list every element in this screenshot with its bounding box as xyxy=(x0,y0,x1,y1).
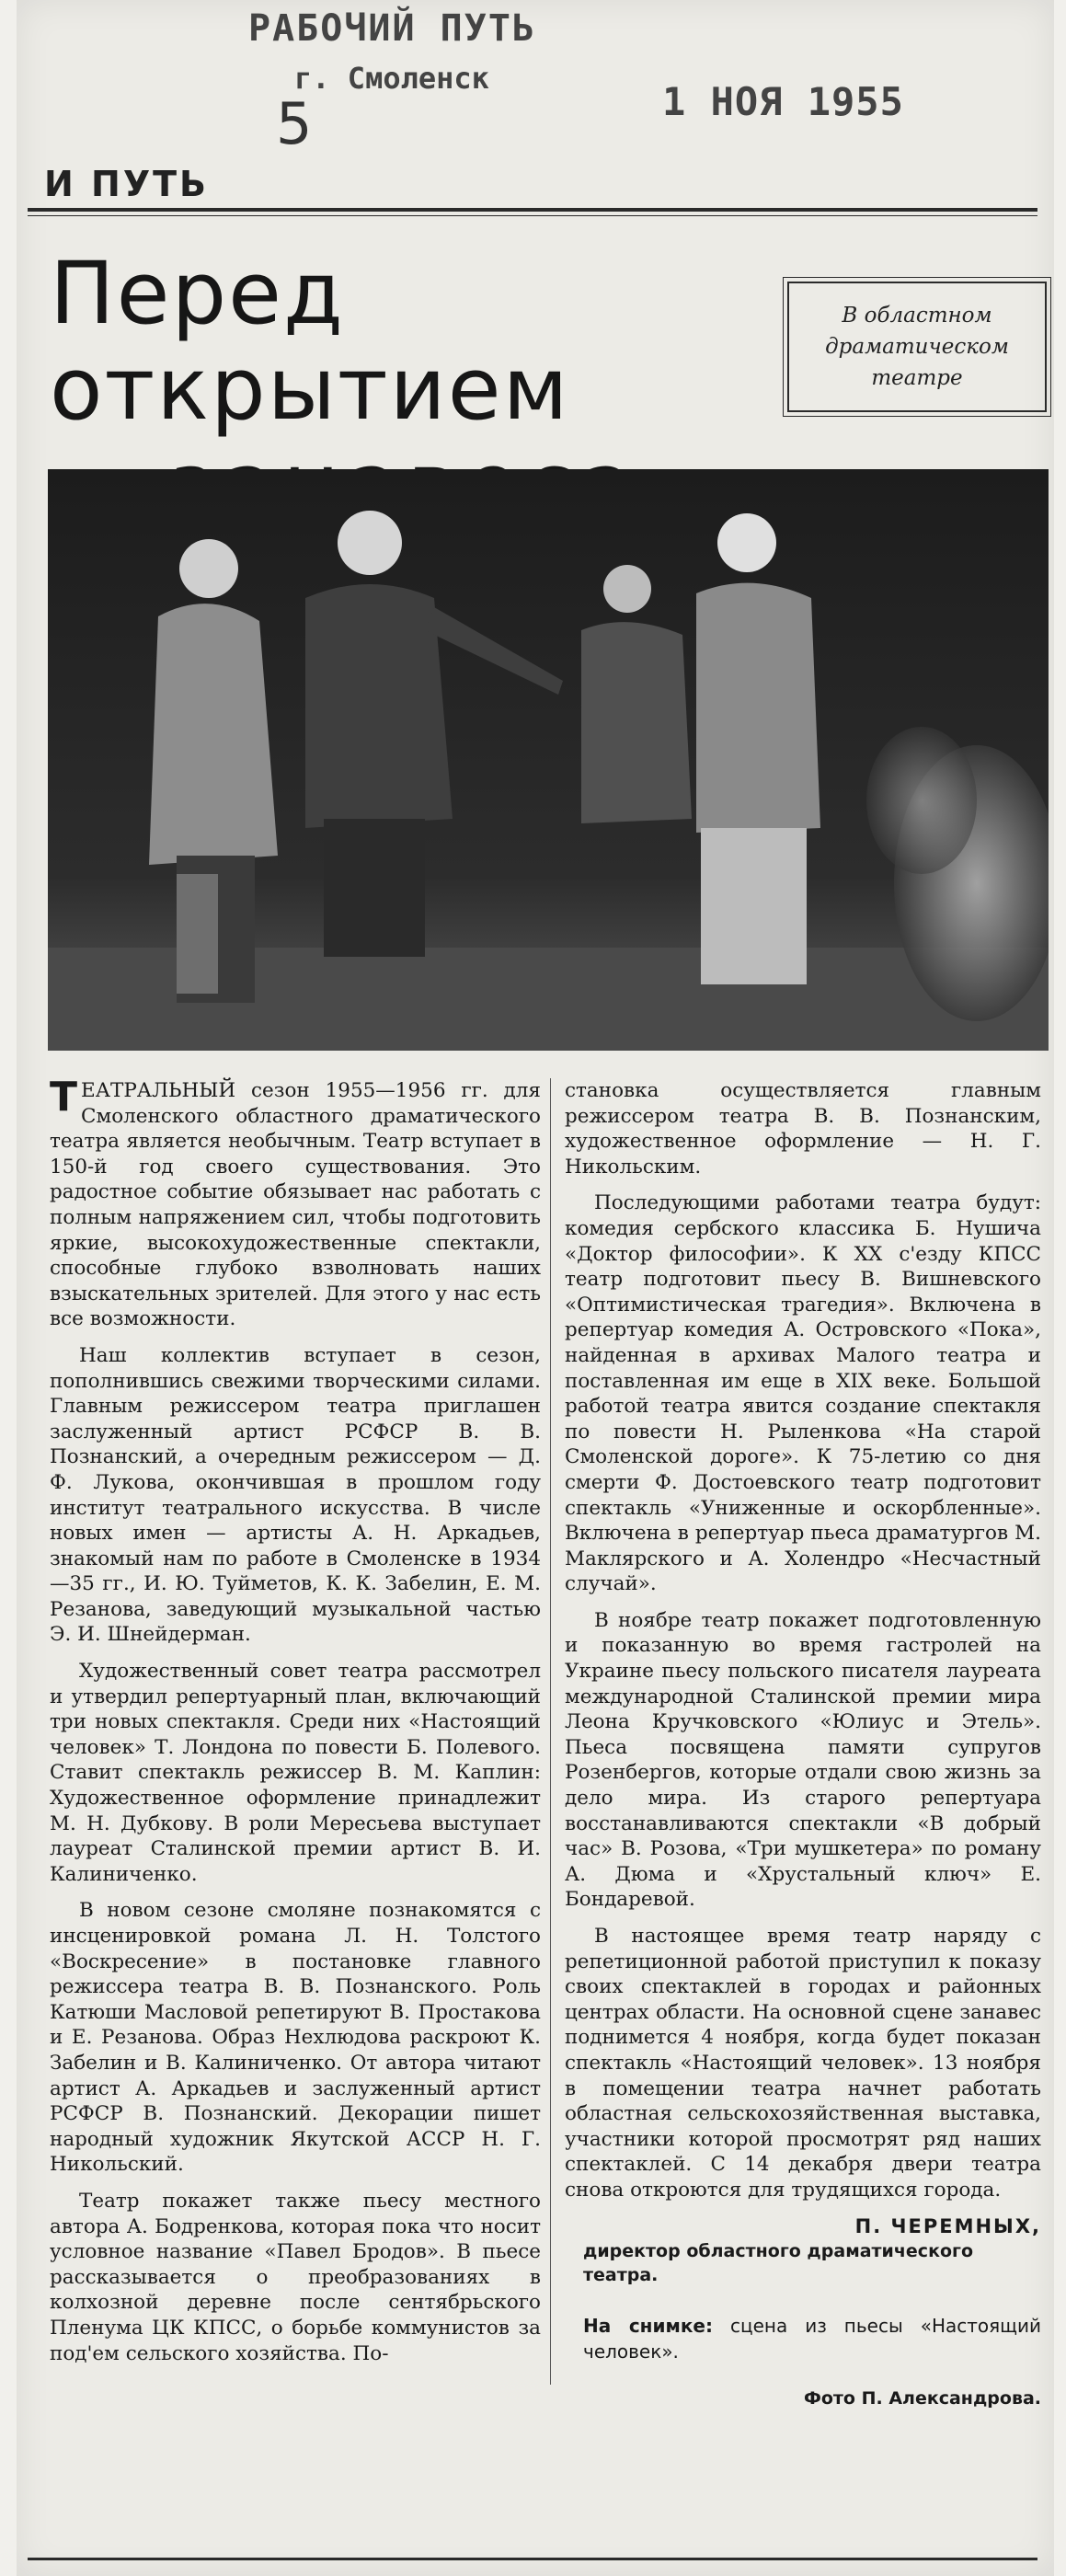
masthead-rule-thin xyxy=(28,215,1037,216)
photo-credit: Фото П. Александрова. xyxy=(804,2388,1041,2409)
caption-label: На снимке: xyxy=(583,2315,713,2338)
article-paragraph: В новом сезоне смоляне познакомятся с инсценировкой романа Л. Н. Толстого «Воскресение» в постановке главного режиссера театра В. В. Познанского. Роль Катюши Масловой репетируют В. Простакова и Е. Резанова. Образ Нехлюдова раскроют К. Забелин и В. Калиниченко. От автора читают артист А. Аркадьев и заслуженный артист РСФСР В. Познанский. Декорации пишет народный художник Якутской АССР Н. Г. Никольский. xyxy=(50,1899,541,2177)
subhead-box xyxy=(787,282,1047,412)
signature-name: П. ЧЕРЕМНЫХ, xyxy=(854,2214,1041,2237)
column-divider xyxy=(550,1078,551,2385)
photo-image xyxy=(48,469,1049,1051)
caption-text: сцена из пьесы «Настоящий человек». xyxy=(583,2315,1042,2363)
article-paragraph: Театр покажет также пьесу местного автора А. Бодренкова, которая пока что носит условное название «Павел Бродов». В пьесе рассказывается о преобразованиях в колхозной деревне после сентябрьского Пленума ЦК КПСС, о борьбе коммунистов за под'ем сельского хозяйства. По- xyxy=(50,2189,541,2365)
article-paragraph: В ноябре театр покажет подготовленную и показанную во время гастролей на Украине пьесу польского писателя лауреата международной Сталинской премии мира Леона Кручковского «Юлиус и Этель». Пьеса посвящена памяти супругов Розенбергов, которые отдали свою жизнь за дело мира. Из старого репертуара восстанавливаются спектакли «В добрый час» В. Розова, «Три мушкетера» по роману А. Дюма и «Хрустальный ключ» Е. Бондаревой. xyxy=(565,1608,1041,1912)
article-paragraph: становка осуществляется главным режиссером театра В. В. Познанским, художественное оформление — Н. Г. Никольским. xyxy=(565,1079,1041,1179)
handwritten-number: 5 xyxy=(276,90,313,157)
headline-line-1: Перед открытием xyxy=(50,244,570,440)
stamp-date: 1 НОЯ 1955 xyxy=(662,79,904,124)
stamp-newspaper-name: РАБОЧИЙ ПУТЬ xyxy=(248,7,536,50)
bottom-rule xyxy=(28,2558,1037,2560)
article-column-right xyxy=(565,1078,1041,2412)
masthead-fragment: И ПУТЬ xyxy=(44,164,210,204)
dropcap: Т xyxy=(50,1074,78,1121)
signature-title: директор областного драматического театра. xyxy=(583,2241,973,2286)
article-paragraph: Художественный совет театра рассмотрел и утвердил репертуарный план, включающий три новых спектакля. Среди них «Настоящий человек» Т. Лондона по повести Б. Полевого. Ставит спектакль режиссер В. М. Каплин: Художественное оформление принадлежит М. Н. Дубкову. В роли Мересьева выступает лауреат Сталинской премии артист В. И. Калиниченко. xyxy=(50,1660,541,1886)
masthead-rule xyxy=(28,208,1037,212)
photo-caption xyxy=(565,2313,1041,2364)
article-paragraph: Наш коллектив вступает в сезон, пополнившись свежими творческими силами. Главным режиссером театра приглашен заслуженный артист РСФСР В. В. Познанский, а очередным режиссером — Д. Ф. Лукова, окончившая в прошлом году институт театрального искусства. В числе новых имен — артисты А. Н. Аркадьев, знакомый нам по работе в Смоленске в 1934—35 гг., И. Ю. Туйметов, К. К. Забелин, Е. М. Резанова, заведующий музыкальной частью Э. И. Шнейдерман. xyxy=(50,1343,541,1647)
article-paragraph: В настоящее время театр наряду с репетиционной работой приступил к показу своих спектаклей в городах и районных центрах области. На основной сцене занавес поднимется 4 ноября, когда будет показан спектакль «Настоящий человек». 13 ноября в помещении театра начнет работать областная сельскохозяйственная выставка, участники которой просмотрят ряд наших спектаклей. С 14 декабря двери театра снова откроются для трудящихся города. xyxy=(565,1925,1041,2202)
article-paragraph: ТЕАТРАЛЬНЫЙ сезон 1955—1956 гг. для Смоленского областного драматического театра является необычным. Театр вступает в 150-й год своего существования. Это радостное событие обязывает нас работать с полным напряжением сил, чтобы подготовить яркие, высокохудожественные спектакли, способные глубоко взволновать наших взыскательных зрителей. Для этого у нас есть все возможности. xyxy=(50,1074,541,1331)
stage-scene-photo xyxy=(48,469,1049,1051)
article-paragraph: Последующими работами театра будут: комедия сербского классика Б. Нушича «Доктор философии». К XX с'езду КПСС театр подготовит пьесу В. Вишневского «Оптимистическая трагедия». Включена в репертуар комедия А. Островского «Пока», найденная в архивах Малого театра и поставленная им еще в XIX веке. Большой работой театра явится создание спектакля по повести Н. Рыленкова «На старой Смоленской дороге». К 75-летию со дня смерти Ф. Достоевского театр подготовит спектакль «Униженные и оскорбленные». Включена в репертуар пьеса драматургов М. Маклярского и А. Холендро «Несчастный случай». xyxy=(565,1191,1041,1596)
stamp-city: г. Смоленск xyxy=(294,61,489,96)
article-column-left xyxy=(50,1074,541,2377)
subhead-text: В областном драматическом театре xyxy=(825,304,1009,390)
